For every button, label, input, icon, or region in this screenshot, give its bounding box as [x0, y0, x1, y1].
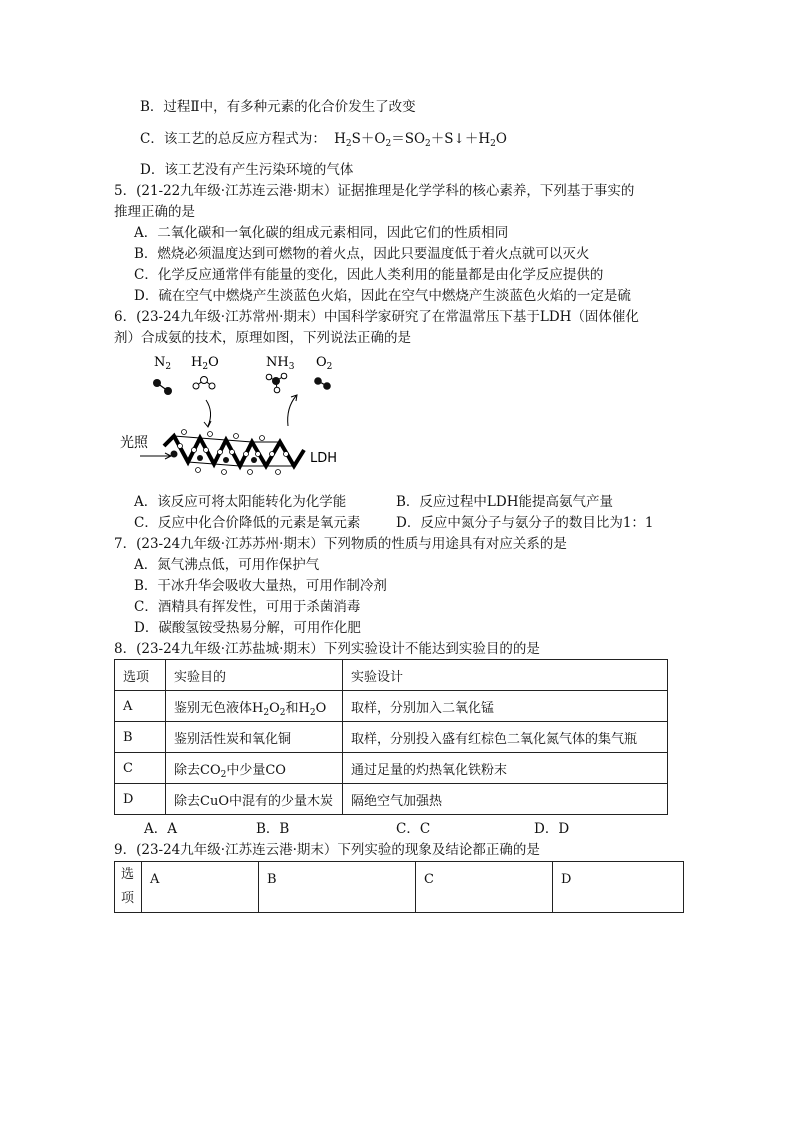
header-option: 选项: [115, 660, 166, 691]
header-col-a: A: [142, 862, 259, 913]
q5-option-c: C．化学反应通常伴有能量的变化，因此人类利用的能量都是由化学反应提供的: [134, 267, 604, 283]
q9-stem: 9．(23-24九年级·江苏连云港·期末）下列实验的现象及结论都正确的是: [114, 842, 540, 858]
row-goal: 鉴别无色液体$H_2O_2$和$H_2O$: [166, 691, 343, 722]
q8-table: [114, 659, 668, 815]
q4-option-d: D．该工艺没有产生污染环境的气体: [140, 162, 354, 178]
label-nh3: $NH_3$: [266, 355, 295, 372]
table-row: [115, 722, 668, 753]
q6-option-d: D．反应中氮分子与氨分子的数目比为1：1: [396, 515, 654, 531]
table-header-row: [115, 660, 668, 691]
row-goal: 除去CuO中混有的少量木炭: [166, 784, 343, 815]
q8-answer-c: C．C: [396, 821, 431, 837]
q8-answer-d: D．D: [534, 821, 570, 837]
ldh-synthesis-diagram: [114, 350, 374, 485]
header-option: 选 项: [115, 862, 142, 913]
row-option: D: [115, 784, 166, 815]
row-design: 通过足量的灼热氧化铁粉末: [343, 753, 668, 784]
q6-stem-line1: 6．(23-24九年级·江苏常州·期末）中国科学家研究了在常温常压下基于LDH（固体催化: [114, 309, 639, 325]
table-row: [115, 784, 668, 815]
row-option: C: [115, 753, 166, 784]
q5-option-b: B．燃烧必须温度达到可燃物的着火点，因此只要温度低于着火点就可以灭火: [134, 246, 590, 262]
q7-option-c: C．酒精具有挥发性，可用于杀菌消毒: [134, 599, 361, 615]
q5-option-d: D．硫在空气中燃烧产生淡蓝色火焰，因此在空气中燃烧产生淡蓝色火焰的一定是硫: [134, 288, 631, 304]
label-h2o: $H_2O$: [191, 355, 219, 372]
q7-option-a: A．氮气沸点低，可用作保护气: [134, 557, 320, 573]
q4-option-c-equation: $H_2S+O_2=SO_2+S↓+H_2O$: [334, 131, 507, 149]
light-label: 光照: [120, 435, 148, 451]
header-goal: 实验目的: [166, 660, 343, 691]
row-design: 隔绝空气加强热: [343, 784, 668, 815]
header-design: 实验设计: [343, 660, 668, 691]
q5-stem-line2: 推理正确的是: [114, 204, 195, 220]
q7-stem: 7．(23-24九年级·江苏苏州·期末）下列物质的性质与用途具有对应关系的是: [114, 536, 567, 552]
q6-option-a: A．该反应可将太阳能转化为化学能: [134, 494, 347, 510]
header-col-c: C: [416, 862, 553, 913]
row-goal: 除去$CO_2$中少量CO: [166, 753, 343, 784]
n2-molecule: [153, 379, 172, 395]
h2o-molecule: [193, 377, 215, 390]
header-col-b: B: [259, 862, 416, 913]
q7-option-b: B．干冰升华会吸收大量热，可用作制冷剂: [134, 578, 387, 594]
o2-molecule: [314, 377, 331, 390]
ldh-label: LDH: [310, 451, 338, 466]
q4-option-c: [140, 130, 507, 148]
row-goal: 鉴别活性炭和氧化铜: [166, 722, 343, 753]
table-header-row: [115, 862, 684, 913]
nh3-molecule: [266, 373, 287, 393]
table-row: [115, 753, 668, 784]
row-design: 取样，分别投入盛有红棕色二氧化氮气体的集气瓶: [343, 722, 668, 753]
ldh-catalyst-structure: [164, 430, 304, 475]
label-o2: $O_2$: [316, 355, 333, 372]
header-col-d: D: [553, 862, 684, 913]
arrow-out-icon: [288, 396, 296, 426]
q8-stem: 8．(23-24九年级·江苏盐城·期末）下列实验设计不能达到实验目的的是: [114, 641, 540, 657]
q8-answer-b: B．B: [256, 821, 290, 837]
label-n2: $N_2$: [154, 355, 172, 372]
q7-option-d: D．碳酸氢铵受热易分解，可用作化肥: [134, 620, 361, 636]
row-design: 取样，分别加入二氧化锰: [343, 691, 668, 722]
q5-stem-line1: 5．(21-22九年级·江苏连云港·期末）证据推理是化学学科的核心素养，下列基于事实的: [114, 183, 635, 199]
q6-option-c: C．反应中化合价降低的元素是氧元素: [134, 515, 361, 531]
q5-option-a: A．二氧化碳和一氧化碳的组成元素相同，因此它们的性质相同: [134, 225, 509, 241]
table-row: [115, 691, 668, 722]
q4-option-c-label: C．该工艺的总反应方程式为：: [140, 131, 326, 147]
q9-table: [114, 861, 684, 913]
q6-option-b: B．反应过程中LDH能提高氨气产量: [396, 494, 613, 510]
q8-answer-a: A．A: [144, 821, 177, 837]
row-option: A: [115, 691, 166, 722]
row-option: B: [115, 722, 166, 753]
q6-stem-line2: 剂）合成氨的技术，原理如图，下列说法正确的是: [114, 330, 411, 346]
arrow-in-icon: [206, 400, 211, 426]
q4-option-b: B．过程Ⅱ中，有多种元素的化合价发生了改变: [140, 99, 416, 115]
